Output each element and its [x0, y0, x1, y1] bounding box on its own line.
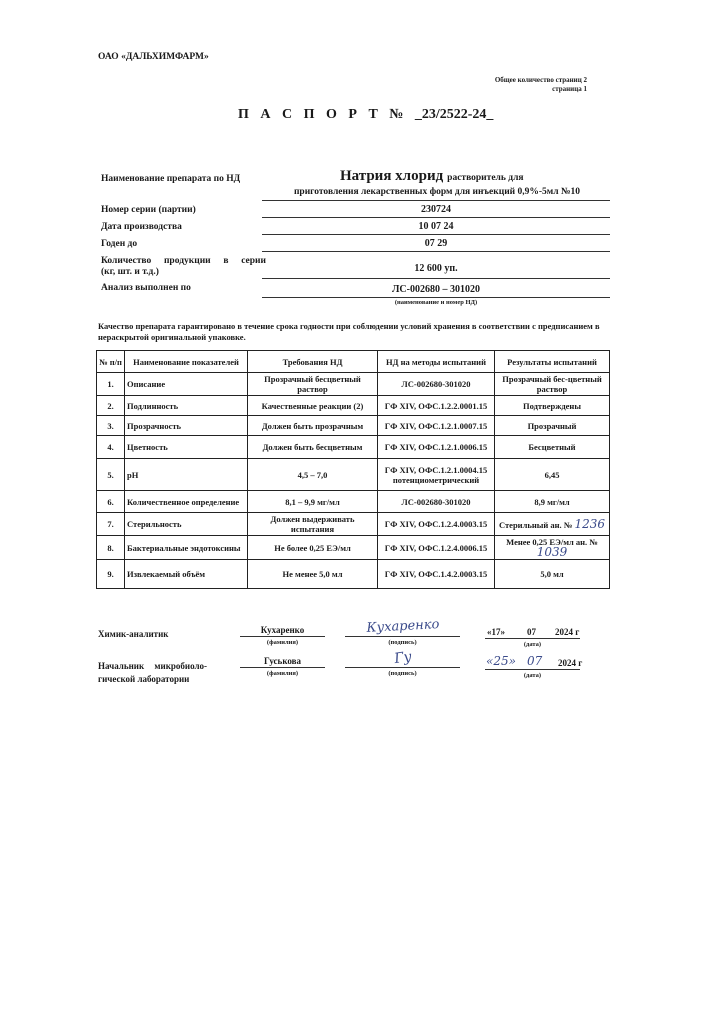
table-row	[97, 513, 610, 536]
head-date-line	[485, 669, 580, 670]
company-name: ОАО «ДАЛЬХИМФАРМ»	[98, 52, 209, 62]
expiry-value: 07 29	[424, 238, 448, 249]
expiry-label: Годен до	[101, 239, 138, 249]
qty-label-line2: (кг, шт. и т.д.)	[101, 267, 159, 277]
row-result-text: Стерильный ан. №	[498, 519, 573, 530]
chemist-signature-caption: (подпись)	[388, 639, 417, 646]
chemist-name: Кухаренко	[260, 625, 305, 635]
title-prefix: П А С П О Р Т №	[238, 107, 408, 122]
row-num: 9.	[97, 560, 125, 589]
chemist-date-caption: (дата)	[523, 641, 542, 648]
head-name: Гуськова	[263, 656, 302, 666]
row-result: Прозрачный бес-цветный раствор	[495, 373, 610, 396]
row-parameter: Подлинность	[125, 396, 248, 416]
row-requirement: Должен быть бесцветным	[248, 436, 378, 459]
chemist-name-line	[240, 636, 325, 637]
row-result: Бесцветный	[495, 436, 610, 459]
row-result	[495, 536, 610, 560]
table-row	[97, 491, 610, 513]
row-method: ГФ XIV, ОФС.1.2.1.0006.15	[378, 436, 495, 459]
table-header-row	[97, 351, 610, 373]
row-parameter: Извлекаемый объём	[125, 560, 248, 589]
table-row	[97, 416, 610, 436]
prod-date-label: Дата производства	[101, 222, 182, 232]
row-method: ГФ XIV, ОФС.1.2.1.0004.15 потенциометрический	[378, 459, 495, 491]
analysis-value: ЛС-002680 – 301020	[391, 284, 480, 295]
analysis-note: (наименование и номер НД)	[394, 299, 478, 306]
row-num: 4.	[97, 436, 125, 459]
row-requirement: Должен быть прозрачным	[248, 416, 378, 436]
page-title	[238, 107, 493, 123]
head-year: 2024 г	[558, 658, 583, 668]
analysis-underline	[262, 297, 610, 298]
row-method: ЛС-002680-301020	[378, 491, 495, 513]
row-num: 7.	[97, 513, 125, 536]
row-parameter: Прозрачность	[125, 416, 248, 436]
row-parameter: Бактериальные эндотоксины	[125, 536, 248, 560]
chemist-month: 07	[527, 627, 536, 637]
row-requirement: Должен выдерживать испытания	[248, 513, 378, 536]
row-method: ГФ XIV, ОФС.1.2.4.0006.15	[378, 536, 495, 560]
row-result: 8,9 мг/мл	[495, 491, 610, 513]
row-parameter: pH	[125, 459, 248, 491]
table-row	[97, 396, 610, 416]
row-result	[495, 513, 610, 536]
row-method: ГФ XIV, ОФС.1.2.2.0001.15	[378, 396, 495, 416]
results-table	[96, 350, 610, 589]
series-value: 230724	[421, 204, 451, 215]
expiry-underline	[262, 251, 610, 252]
qty-value: 12 600 уп.	[414, 263, 458, 274]
qty-label-line1: Количество продукции в серии	[101, 256, 266, 266]
table-row	[97, 373, 610, 396]
row-method: ГФ XIV, ОФС.1.2.4.0003.15	[378, 513, 495, 536]
table-row	[97, 560, 610, 589]
chemist-signature: Кухаренко	[366, 617, 440, 636]
row-requirement: 8,1 – 9,9 мг/мл	[248, 491, 378, 513]
row-parameter: Стерильность	[125, 513, 248, 536]
row-num: 2.	[97, 396, 125, 416]
row-parameter: Количественное определение	[125, 491, 248, 513]
name-label: Наименование препарата по НД	[101, 174, 241, 184]
chemist-year: 2024 г	[555, 627, 580, 637]
row-parameter: Цветность	[125, 436, 248, 459]
head-day: «25»	[486, 654, 516, 668]
product-name	[340, 167, 524, 185]
head-month: 07	[527, 654, 543, 668]
row-method: ЛС-002680-301020	[378, 373, 495, 396]
page-number: страница 1	[552, 85, 587, 93]
series-label: Номер серии (партии)	[101, 205, 196, 215]
head-signature: Гу	[393, 648, 413, 668]
row-result: Подтверждены	[495, 396, 610, 416]
head-signature-line	[345, 667, 460, 668]
qty-label	[101, 256, 266, 278]
product-name-rest: растворитель для	[447, 173, 524, 183]
row-requirement: 4,5 – 7,0	[248, 459, 378, 491]
product-name-line2: приготовления лекарственных форм для инъекций 0,9%-5мл №10	[293, 187, 581, 197]
head-role	[98, 660, 207, 686]
handwritten-analysis-number: 1236	[574, 516, 606, 531]
row-num: 5.	[97, 459, 125, 491]
chemist-surname-caption: (фамилия)	[266, 639, 299, 646]
row-method: ГФ XIV, ОФС.1.2.1.0007.15	[378, 416, 495, 436]
row-parameter: Описание	[125, 373, 248, 396]
row-requirement: Не более 0,25 ЕЭ/мл	[248, 536, 378, 560]
head-name-line	[240, 667, 325, 668]
head-surname-caption: (фамилия)	[266, 670, 299, 677]
chemist-day: «17»	[487, 627, 505, 637]
row-num: 8.	[97, 536, 125, 560]
prod-date-value: 10 07 24	[418, 221, 454, 232]
chemist-signature-line	[345, 636, 460, 637]
chemist-date-line	[485, 638, 580, 639]
analysis-label: Анализ выполнен по	[101, 283, 191, 293]
row-num: 6.	[97, 491, 125, 513]
table-row	[97, 436, 610, 459]
quality-guarantee: Качество препарата гарантировано в течение срока годности при соблюдении условий хранения в соответствии с предписанием в нераскрытой оригинальной упаковке.	[98, 321, 600, 342]
handwritten-analysis-number: 1039	[536, 545, 568, 559]
col-header-method: НД на методы испытаний	[378, 351, 495, 373]
table-row	[97, 459, 610, 491]
qty-underline	[262, 278, 610, 279]
table-row	[97, 536, 610, 560]
row-requirement: Прозрачный бесцветный раствор	[248, 373, 378, 396]
head-role-line1: Начальник микробиоло-	[98, 661, 208, 671]
passport-number: _23/2522-24_	[414, 107, 494, 122]
col-header-parameter: Наименование показателей	[125, 351, 248, 373]
product-name-main: Натрия хлорид	[340, 168, 444, 184]
head-role-line2: гической лаборатории	[98, 674, 190, 684]
row-result: 6,45	[495, 459, 610, 491]
row-result: Прозрачный	[495, 416, 610, 436]
total-pages: Общее количество страниц 2	[494, 76, 587, 84]
prod-date-underline	[262, 234, 610, 235]
head-signature-caption: (подпись)	[388, 670, 417, 677]
col-header-result: Результаты испытаний	[495, 351, 610, 373]
head-date-caption: (дата)	[523, 672, 542, 679]
row-result: 5,0 мл	[495, 560, 610, 589]
row-requirement: Не менее 5,0 мл	[248, 560, 378, 589]
name-underline	[262, 200, 610, 201]
row-method: ГФ XIV, ОФС.1.4.2.0003.15	[378, 560, 495, 589]
row-requirement: Качественные реакции (2)	[248, 396, 378, 416]
row-num: 1.	[97, 373, 125, 396]
chemist-role: Химик-аналитик	[98, 629, 169, 639]
series-underline	[262, 217, 610, 218]
col-header-num: № п/п	[97, 351, 125, 373]
col-header-requirement: Требования НД	[248, 351, 378, 373]
row-num: 3.	[97, 416, 125, 436]
page-count	[495, 76, 587, 94]
row-result-text: Менее 0,25 ЕЭ/мл ан. №	[506, 537, 598, 547]
